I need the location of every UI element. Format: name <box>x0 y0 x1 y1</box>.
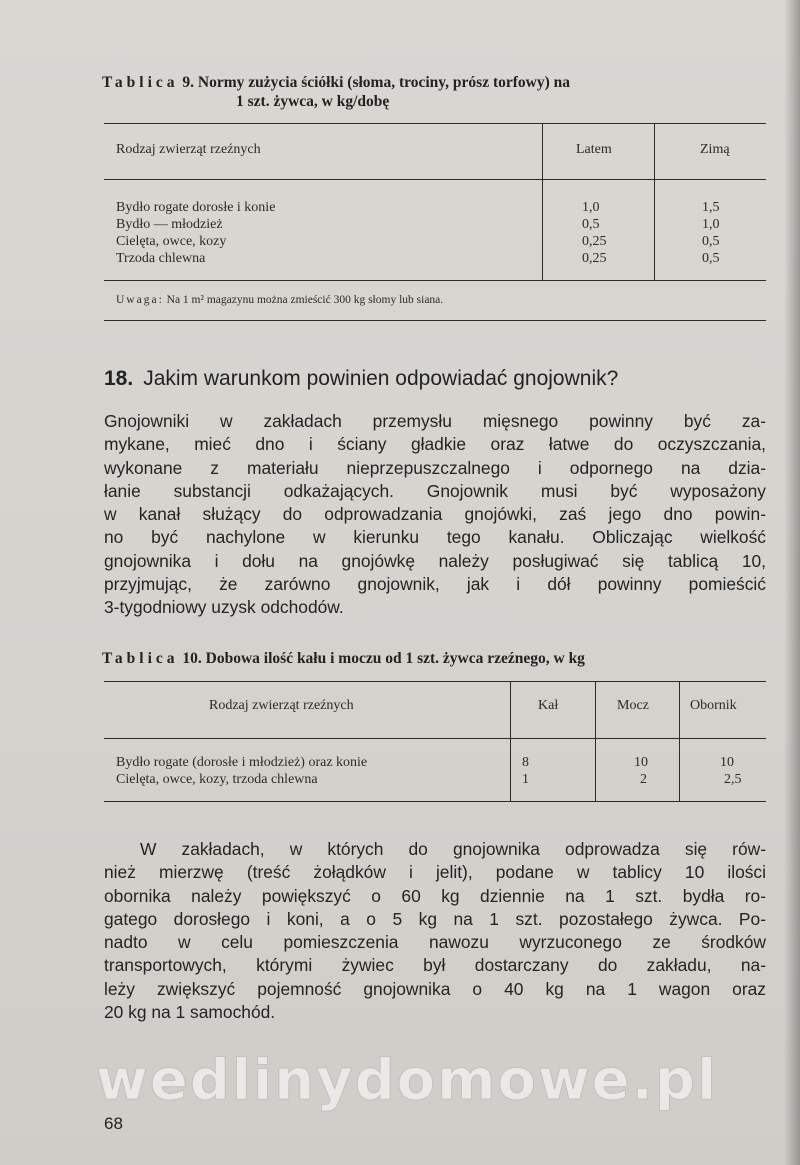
table10-row-manure: 2,5 <box>724 772 742 787</box>
table9-row-winter: 0,5 <box>702 234 720 249</box>
table9-note <box>116 294 443 306</box>
table9-divider <box>542 124 543 280</box>
paragraph-line: Gnojowniki w zakładach przemysłu mięsnego powinny być za- <box>104 411 766 431</box>
table9-note-label: Uwaga: <box>116 294 164 306</box>
table9-label: Tablica <box>102 74 179 91</box>
watermark: wedlinydomowe.pl <box>96 1048 719 1113</box>
table9-row-kind: Bydło rogate dorosłe i konie <box>116 200 276 215</box>
table9-header-winter: Zimą <box>700 142 730 157</box>
page-edge-shadow <box>784 0 800 1165</box>
table9 <box>104 123 766 321</box>
section-number: 18. <box>104 367 134 390</box>
table10-row-urine: 2 <box>640 772 647 787</box>
table9-header-summer: Latem <box>576 142 612 157</box>
table10-caption <box>102 649 774 668</box>
table9-row-summer: 1,0 <box>582 200 600 215</box>
paragraph-line: leży zwiększyć pojemność gnojownika o 40 kg na 1 wagon oraz <box>104 978 766 999</box>
table9-caption <box>102 73 774 111</box>
table10-label: Tablica <box>102 650 179 667</box>
paragraph-line: wykonane z materiału nieprzepuszczalnego i odpornego na dzia- <box>104 457 766 478</box>
table9-row-winter: 1,5 <box>702 200 720 215</box>
paragraph-line: obornika należy powiększyć o 60 kg dziennie na 1 szt. bydła ro- <box>104 885 766 906</box>
table10-row-feces: 8 <box>522 755 529 770</box>
table9-row-summer: 0,25 <box>582 234 607 249</box>
page-number: 68 <box>104 1114 123 1133</box>
table10-row-manure: 10 <box>720 755 734 770</box>
table9-row-summer: 0,5 <box>582 217 600 232</box>
paragraph-line: W zakładach, w których do gnojownika odprowadza się rów- <box>140 839 766 859</box>
paragraph-line: w kanał służący do odprowadzania gnojówki, zaś jego dno powin- <box>104 504 766 525</box>
section-heading <box>104 367 618 391</box>
paragraph-line: transportowych, którymi żywiec był dostarczany do zakładu, na- <box>104 955 766 976</box>
table10-header-rule <box>104 738 766 739</box>
table10-caption-text: 10. Dobowa ilość kału i moczu od 1 szt. żywca rzeźnego, w kg <box>182 650 585 667</box>
table9-row-kind: Trzoda chlewna <box>116 251 206 266</box>
table10-header-manure: Obornik <box>690 698 737 713</box>
paragraph-line: gatego dorosłego i koni, a o 5 kg na 1 szt. pozostałego żywca. Po- <box>104 908 766 929</box>
table9-divider <box>654 124 655 280</box>
paragraph-line: 3-tygodniowy uzysk odchodów. <box>104 597 344 618</box>
paragraph-line: łanie substancji odkażających. Gnojownik musi być wyposażony <box>104 480 766 501</box>
table9-note-text: Na 1 m² magazynu można zmieścić 300 kg słomy lub siana. <box>166 294 444 306</box>
table9-caption-line1: 9. Normy zużycia ściółki (słoma, trociny, prósz torfowy) na <box>182 74 570 91</box>
closing-paragraph <box>104 838 766 1024</box>
table9-header-rule <box>104 179 766 180</box>
table10-header-kind: Rodzaj zwierząt rzeźnych <box>209 698 354 713</box>
table9-row-winter: 1,0 <box>702 217 720 232</box>
table9-row-kind: Cielęta, owce, kozy <box>116 234 227 249</box>
table9-header-kind: Rodzaj zwierząt rzeźnych <box>116 142 261 157</box>
paragraph-line: nież mierzwę (treść żołądków i jelit), podane w tablicy 10 ilości <box>104 862 766 883</box>
table10 <box>104 681 766 802</box>
paragraph-line: no być nachylone w kierunku tego kanału. Obliczając wielkość <box>104 527 766 548</box>
table10-row-kind: Bydło rogate (dorosłe i młodzież) oraz konie <box>116 755 368 770</box>
paragraph-line: przyjmując, że zarówno gnojownik, jak i dół powinny pomieścić <box>104 574 766 595</box>
table10-header-urine: Mocz <box>617 698 649 713</box>
table10-divider <box>510 682 511 801</box>
table10-row-kind: Cielęta, owce, kozy, trzoda chlewna <box>116 772 318 787</box>
paragraph-line: mykane, mieć dno i ściany gładkie oraz łatwe do oczyszczania, <box>104 434 766 455</box>
paragraph-line: 20 kg na 1 samochód. <box>104 1002 276 1023</box>
table9-note-rule <box>104 280 766 281</box>
table9-row-kind: Bydło — młodzież <box>116 217 223 232</box>
section-title: Jakim warunkom powinien odpowiadać gnojownik? <box>143 367 619 390</box>
table9-row-summer: 0,25 <box>582 251 607 266</box>
section18-paragraph <box>104 410 766 620</box>
table10-divider <box>679 682 680 801</box>
table10-divider <box>595 682 596 801</box>
table9-caption-line2: 1 szt. żywca, w kg/dobę <box>236 93 390 110</box>
table10-row-urine: 10 <box>634 755 648 770</box>
paragraph-line: gnojownika i dołu na gnojówkę należy posługiwać się tablicą 10, <box>104 550 766 571</box>
paragraph-line: nadto w celu pomieszczenia nawozu wyrzuconego ze środków <box>104 932 766 953</box>
table9-row-winter: 0,5 <box>702 251 720 266</box>
table10-header-feces: Kał <box>538 698 559 713</box>
table10-row-feces: 1 <box>522 772 529 787</box>
